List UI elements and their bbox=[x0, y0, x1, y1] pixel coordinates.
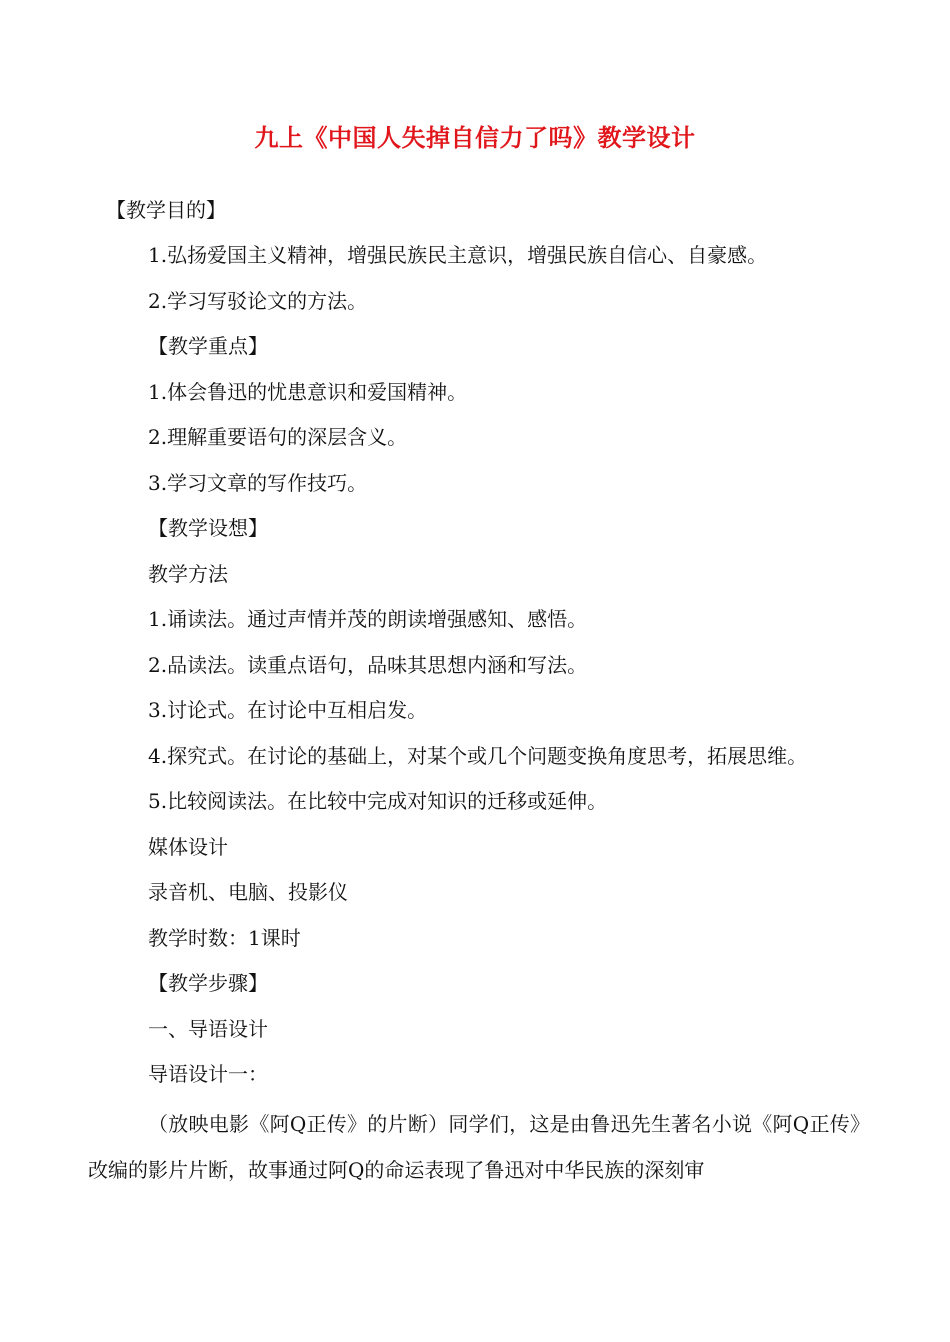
objective-item-1: 1.弘扬爱国主义精神，增强民族民主意识，增强民族自信心、自豪感。 bbox=[148, 243, 768, 267]
key-point-item-1: 1.体会鲁迅的忧患意识和爱国精神。 bbox=[148, 380, 468, 404]
subheading-media-design: 媒体设计 bbox=[148, 835, 228, 859]
subheading-teaching-methods: 教学方法 bbox=[148, 562, 228, 586]
section-heading-objectives: 【教学目的】 bbox=[106, 198, 226, 222]
document-title: 九上《中国人失掉自信力了吗》教学设计 bbox=[254, 123, 696, 152]
key-point-item-2: 2.理解重要语句的深层含义。 bbox=[148, 425, 408, 449]
method-item-5: 5.比较阅读法。在比较中完成对知识的迁移或延伸。 bbox=[148, 789, 608, 813]
introduction-design-1: 导语设计一： bbox=[148, 1062, 268, 1086]
method-item-4: 4.探究式。在讨论的基础上，对某个或几个问题变换角度思考，拓展思维。 bbox=[148, 744, 808, 768]
section-heading-teaching-plan: 【教学设想】 bbox=[148, 516, 268, 540]
key-point-item-3: 3.学习文章的写作技巧。 bbox=[148, 471, 368, 495]
method-item-2: 2.品读法。读重点语句，品味其思想内涵和写法。 bbox=[148, 653, 588, 677]
method-item-3: 3.讨论式。在讨论中互相启发。 bbox=[148, 698, 428, 722]
media-list: 录音机、电脑、投影仪 bbox=[148, 880, 348, 904]
section-heading-steps: 【教学步骤】 bbox=[148, 971, 268, 995]
class-hours: 教学时数：1课时 bbox=[148, 926, 301, 950]
method-item-1: 1.诵读法。通过声情并茂的朗读增强感知、感悟。 bbox=[148, 607, 588, 631]
body-paragraph: （放映电影《阿Q正传》的片断）同学们，这是由鲁迅先生著名小说《阿Q正传》改编的影片片断，故事通过阿Q的命运表现了鲁迅对中华民族的深刻审 bbox=[88, 1112, 860, 1182]
step-heading-introduction: 一、导语设计 bbox=[148, 1017, 268, 1041]
section-heading-key-points: 【教学重点】 bbox=[148, 334, 268, 358]
objective-item-2: 2.学习写驳论文的方法。 bbox=[148, 289, 368, 313]
